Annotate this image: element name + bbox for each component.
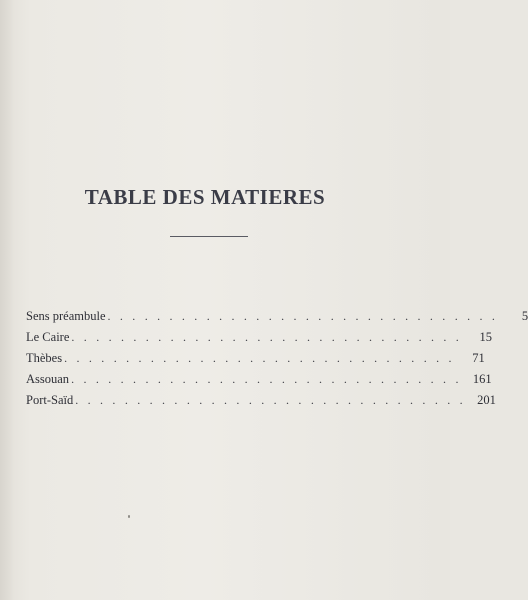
paper-speck	[128, 515, 130, 518]
toc-entry-page: 5	[521, 309, 528, 323]
toc-entry-label: Sens préambule	[26, 309, 106, 323]
toc-entry-label: Assouan	[26, 372, 70, 386]
toc-dot-leader: . . . . . . . . . . . . . . . . . . . . . . . . . . . . . . . .	[64, 351, 455, 365]
toc-dot-leader: . . . . . . . . . . . . . . . . . . . . . . . . . . . . . . . .	[71, 372, 462, 386]
toc-entry-page: 161	[472, 372, 492, 386]
table-of-contents	[26, 306, 528, 411]
toc-entry-label: Le Caire	[26, 330, 70, 344]
toc-entry	[26, 348, 485, 369]
toc-entry-page: 201	[477, 393, 496, 407]
toc-entry	[26, 390, 496, 411]
toc-dot-leader: . . . . . . . . . . . . . . . . . . . . . . . . . . . . . . . .	[107, 309, 499, 323]
toc-entry-page: 15	[479, 330, 492, 344]
page-gutter-shadow	[0, 0, 14, 600]
toc-entry	[26, 369, 492, 390]
page-title: TABLE DES MATIERES	[84, 185, 326, 209]
title-divider	[170, 236, 248, 237]
toc-dot-leader: . . . . . . . . . . . . . . . . . . . . . . . . . . . . . . . .	[75, 393, 466, 407]
toc-entry	[26, 306, 528, 327]
toc-entry-label: Thèbes	[26, 351, 63, 365]
toc-entry-label: Port-Saïd	[26, 393, 74, 407]
toc-entry-page: 71	[472, 351, 485, 365]
toc-dot-leader: . . . . . . . . . . . . . . . . . . . . . . . . . . . . . . . .	[71, 330, 462, 344]
toc-entry	[26, 327, 492, 348]
title-block	[60, 184, 350, 210]
